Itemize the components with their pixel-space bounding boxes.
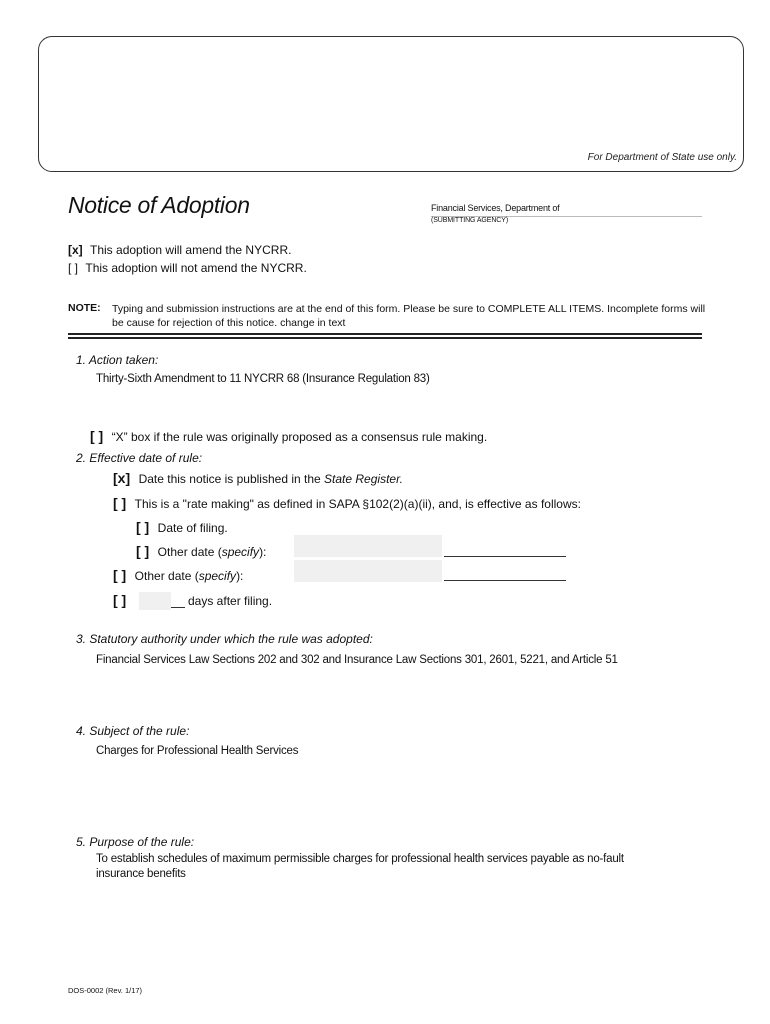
days-after-filing-label: days after filing. xyxy=(188,594,273,608)
rate-making-label: This is a "rate making" as defined in SAPA §102(2)(a)(ii), and, is effective as follows: xyxy=(134,497,581,511)
divider-bottom xyxy=(68,337,702,339)
other-date-inner-tail: ): xyxy=(259,545,267,559)
submitting-agency-field[interactable]: Financial Services, Department of xyxy=(431,203,560,213)
days-after-filing-checkbox[interactable]: [ ] xyxy=(113,592,127,608)
published-label: Date this notice is published in the xyxy=(138,472,325,486)
divider-top xyxy=(68,333,702,335)
specify-label: specify xyxy=(198,569,237,583)
other-date-tail: ): xyxy=(236,569,244,583)
other-date-label: Other date ( xyxy=(134,569,199,583)
section-5-answer-line-1[interactable]: To establish schedules of maximum permissible charges for professional health services payable as no-fault xyxy=(96,853,624,865)
amend-yes-label: This adoption will amend the NYCRR. xyxy=(90,243,292,257)
section-5-heading: 5. Purpose of the rule: xyxy=(76,835,195,849)
other-date-input[interactable] xyxy=(294,560,442,582)
amend-yes-checkbox[interactable]: [x] xyxy=(68,243,83,257)
rate-making-checkbox[interactable]: [ ] xyxy=(113,495,127,511)
section-2-heading: 2. Effective date of rule: xyxy=(76,451,203,465)
consensus-label: “X” box if the rule was originally proposed as a consensus rule making. xyxy=(111,430,488,444)
days-after-filing-option[interactable] xyxy=(113,592,126,610)
days-input[interactable] xyxy=(139,592,171,610)
date-of-filing-checkbox[interactable]: [ ] xyxy=(136,519,150,535)
other-date-option[interactable] xyxy=(113,567,243,585)
section-1-heading: 1. Action taken: xyxy=(76,353,159,367)
specify-label: specify xyxy=(221,545,260,559)
other-date-inner-input[interactable] xyxy=(294,535,442,557)
other-date-underline xyxy=(444,580,566,581)
published-checkbox[interactable]: [x] xyxy=(113,470,131,486)
note-text: Typing and submission instructions are at the end of this form. Please be sure to COMPLETE ALL ITEMS. Incomplete forms will be cause for rejection of this notice. change in text xyxy=(112,303,706,329)
days-underline xyxy=(171,607,185,608)
agency-caption: (SUBMITTING AGENCY) xyxy=(431,217,509,224)
amend-option-no[interactable] xyxy=(68,261,307,275)
amend-option-yes[interactable] xyxy=(68,243,291,257)
section-4-heading: 4. Subject of the rule: xyxy=(76,724,190,738)
consensus-option[interactable] xyxy=(90,428,487,446)
page-title: Notice of Adoption xyxy=(68,192,250,218)
form-id: DOS-0002 (Rev. 1/17) xyxy=(68,986,143,995)
other-date-checkbox[interactable]: [ ] xyxy=(113,567,127,583)
section-1-answer[interactable]: Thirty-Sixth Amendment to 11 NYCRR 68 (Insurance Regulation 83) xyxy=(96,373,430,385)
state-register-label: State Register. xyxy=(324,472,403,486)
other-date-inner-option[interactable] xyxy=(136,543,266,561)
other-date-inner-label: Other date ( xyxy=(157,545,222,559)
amend-no-checkbox[interactable]: [ ] xyxy=(68,261,79,275)
date-of-filing-option[interactable] xyxy=(136,519,228,537)
section-3-answer[interactable]: Financial Services Law Sections 202 and 302 and Insurance Law Sections 301, 2601, 5221, and Article 51 xyxy=(96,654,618,666)
section-5-answer-line-2[interactable]: insurance benefits xyxy=(96,868,186,880)
section-3-heading: 3. Statutory authority under which the rule was adopted: xyxy=(76,632,373,646)
date-of-filing-label: Date of filing. xyxy=(157,521,228,535)
section-4-answer[interactable]: Charges for Professional Health Services xyxy=(96,745,299,757)
effective-published-option[interactable] xyxy=(113,470,403,488)
other-date-inner-checkbox[interactable]: [ ] xyxy=(136,543,150,559)
dos-use-box xyxy=(38,36,744,172)
other-date-inner-underline xyxy=(444,556,566,557)
dos-use-label: For Department of State use only. xyxy=(587,152,737,163)
amend-no-label: This adoption will not amend the NYCRR. xyxy=(85,261,307,275)
rate-making-option[interactable] xyxy=(113,495,581,513)
consensus-checkbox[interactable]: [ ] xyxy=(90,428,104,444)
note-label: NOTE: xyxy=(68,302,101,314)
